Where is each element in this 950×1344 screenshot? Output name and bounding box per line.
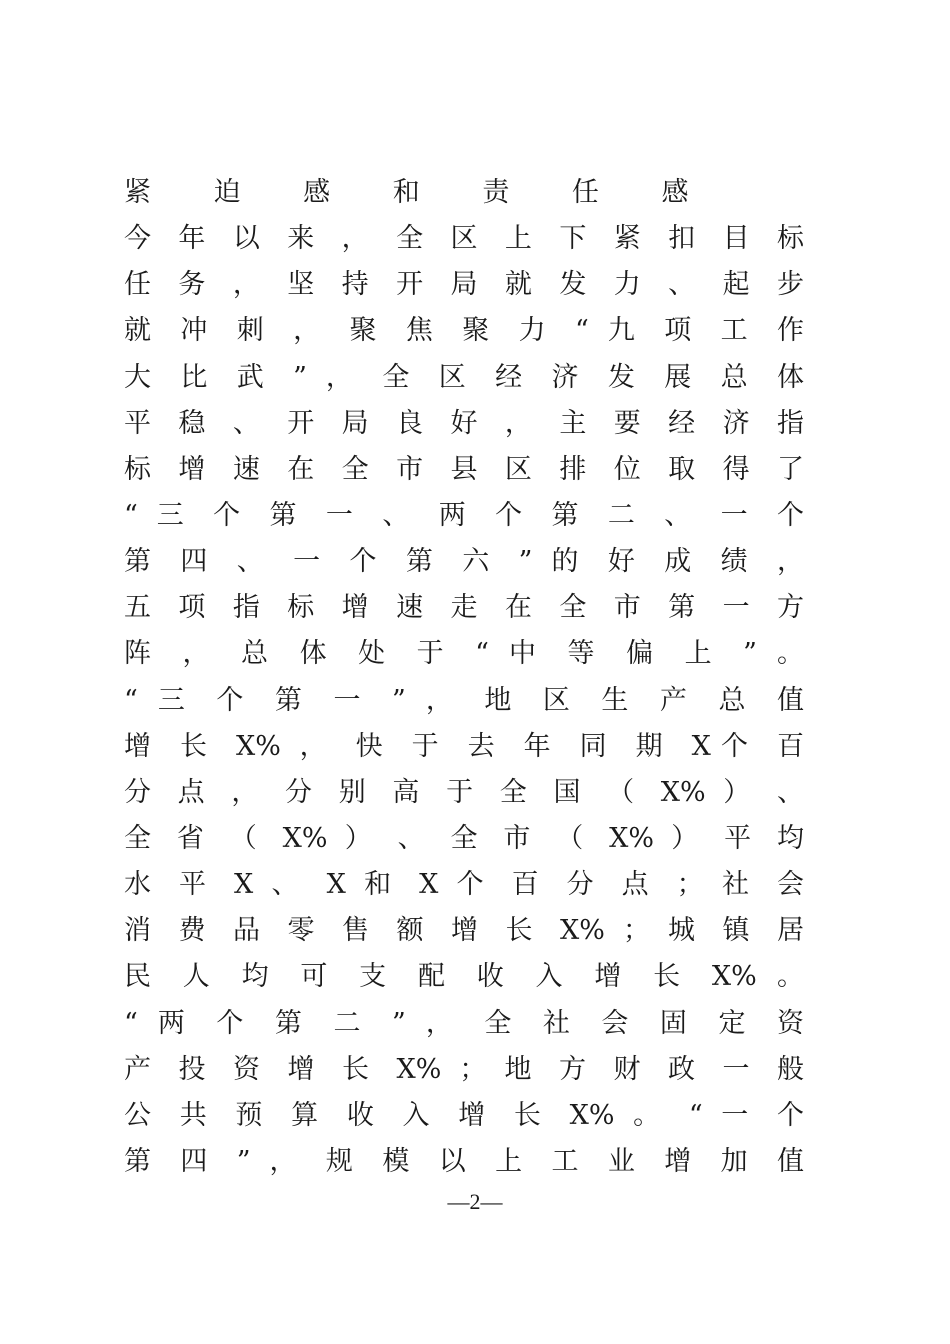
text-line: 全 省 （ X% ） 、 全 市 （ X% ） 平 均 (124, 822, 804, 854)
body-text (124, 170, 804, 1185)
text-line: 消 费 品 零 售 额 增 长 X% ； 城 镇 居 (124, 915, 804, 947)
text-line: 今 年 以 来 ， 全 区 上 下 紧 扣 目 标 (124, 223, 804, 255)
text-line: “ 三 个 第 一 ” ， 地 区 生 产 总 值 (124, 684, 804, 716)
text-line: 紧 迫 感 和 责 任 感 (124, 177, 716, 208)
text-line: 第 四 、 一 个 第 六 ” 的 好 成 绩 ， (124, 546, 804, 578)
text-line: 公 共 预 算 收 入 增 长 X% 。 “ 一 个 (124, 1099, 804, 1131)
text-line: 分 点 ， 分 别 高 于 全 国 （ X% ） 、 (124, 776, 804, 808)
text-line: “ 两 个 第 二 ” ， 全 社 会 固 定 资 (124, 1007, 804, 1039)
text-line: 阵 ， 总 体 处 于 “ 中 等 偏 上 ” 。 (124, 638, 804, 670)
text-line: 就 冲 刺 ， 聚 焦 聚 力 “ 九 项 工 作 (124, 315, 804, 347)
text-line: 第 四 ” ， 规 模 以 上 工 业 增 加 值 (124, 1145, 804, 1177)
text-line: 增 长 X% ， 快 于 去 年 同 期 X个 百 (124, 730, 804, 762)
text-line: 平 稳 、 开 局 良 好 ， 主 要 经 济 指 (124, 407, 804, 439)
text-line: 水 平 X 、 X 和 X 个 百 分 点 ； 社 会 (124, 869, 804, 901)
text-line: 五 项 指 标 增 速 走 在 全 市 第 一 方 (124, 592, 804, 624)
text-line: 任 务 ， 坚 持 开 局 就 发 力 、 起 步 (124, 269, 804, 301)
text-line: 民 人 均 可 支 配 收 入 增 长 X% 。 (124, 961, 804, 993)
text-line: 标 增 速 在 全 市 县 区 排 位 取 得 了 (124, 453, 804, 485)
text-line: 产 投 资 增 长 X% ； 地 方 财 政 一 般 (124, 1053, 804, 1085)
page-number: —2— (447, 1189, 503, 1214)
text-line: 大 比 武 ” ， 全 区 经 济 发 展 总 体 (124, 361, 804, 393)
text-line: “ 三 个 第 一 、 两 个 第 二 、 一 个 (124, 499, 804, 531)
